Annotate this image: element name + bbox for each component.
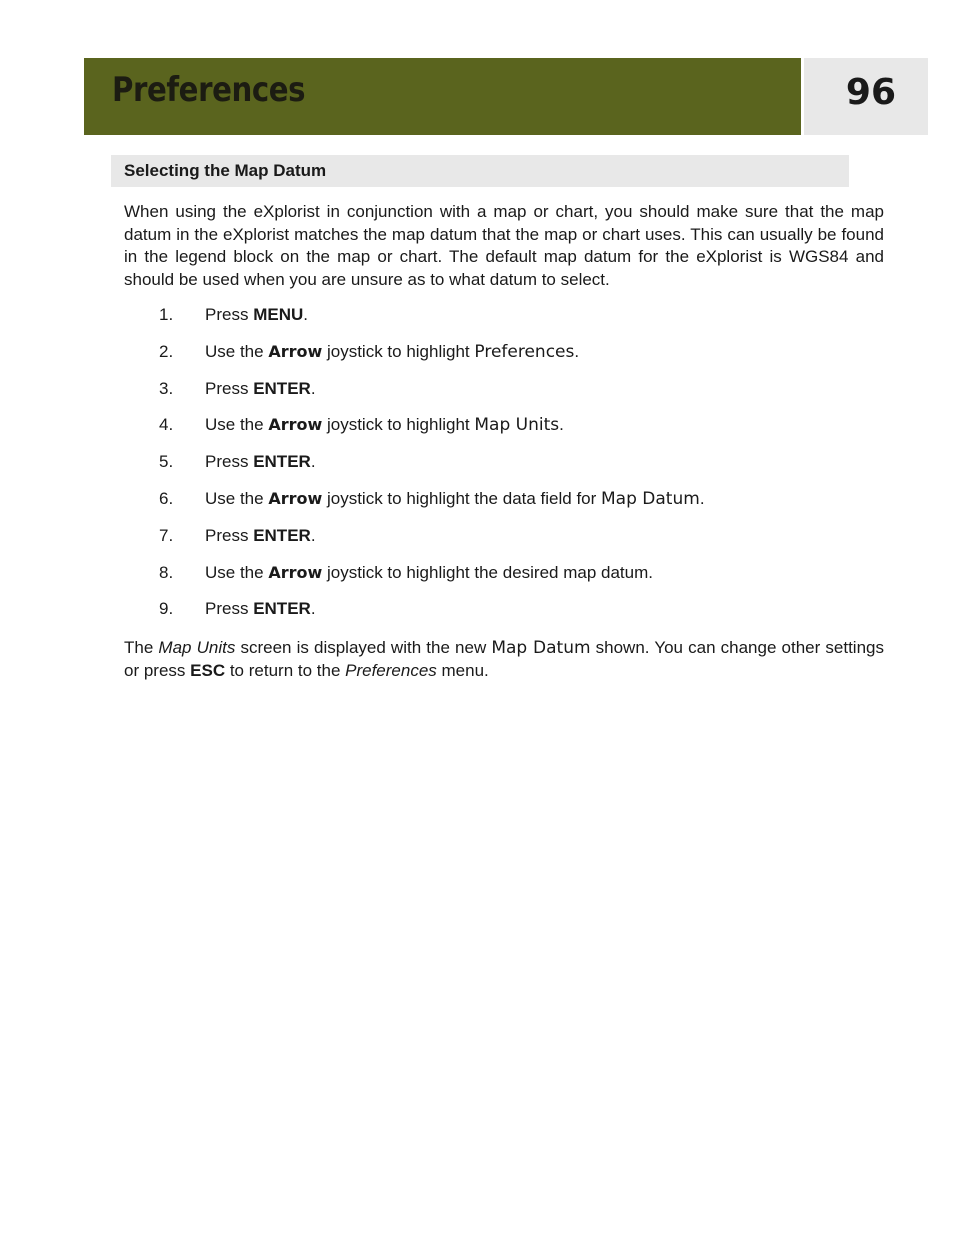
step-item <box>124 598 884 635</box>
step-text-post: . <box>310 599 316 619</box>
step-key: Arrow <box>268 488 323 508</box>
steps-list <box>124 304 884 635</box>
page-number-box <box>804 58 928 135</box>
step-target: Map Units <box>474 415 560 436</box>
step-text-post: . <box>699 488 705 508</box>
step-item <box>124 304 884 341</box>
step-text-mid: joystick to highlight the desired map datum. <box>322 562 653 582</box>
step-text-post: . <box>303 305 308 324</box>
step-text-pre: Press <box>205 452 254 472</box>
intro-paragraph: When using the eXplorist in conjunction with a map or chart, you should make sure that the map datum in the eXplorist matches the map datum that the map or chart uses. This can usually be found in the legend block on the map or chart. The default map datum for the eXplorist is WGS84 and should be used when you are unsure as to what datum to select. <box>124 202 884 289</box>
step-key: ENTER <box>253 378 311 398</box>
step-text-post: . <box>310 525 316 545</box>
closing-text: menu. <box>436 660 489 680</box>
closing-text: shown. You can change other settings or press <box>124 638 884 680</box>
step-text <box>205 414 564 437</box>
section-heading-bar <box>111 155 849 187</box>
step-text <box>205 562 653 585</box>
step-text-mid: joystick to highlight <box>322 341 475 361</box>
step-text-pre: Use the <box>205 341 269 361</box>
step-item <box>124 451 884 488</box>
step-text <box>205 598 316 621</box>
step-text-pre: Press <box>205 305 254 324</box>
step-number: 8. <box>159 562 174 582</box>
step-key: ENTER <box>253 599 311 619</box>
step-text-pre: Use the <box>205 562 269 582</box>
step-text-pre: Use the <box>205 488 269 508</box>
closing-text: screen is displayed with the new <box>235 638 492 658</box>
step-text <box>205 341 579 364</box>
step-key: ENTER <box>253 452 311 472</box>
step-item <box>124 525 884 562</box>
page-number: 96 <box>845 72 896 113</box>
step-item <box>124 378 884 415</box>
step-text-pre: Press <box>205 525 254 545</box>
step-text-mid: joystick to highlight <box>322 415 475 435</box>
step-key: MENU <box>253 305 304 324</box>
step-text-post: . <box>310 452 316 472</box>
menu-name: Preferences <box>345 660 437 680</box>
step-text-mid: joystick to highlight the data field for <box>322 488 602 508</box>
step-item <box>124 562 884 599</box>
step-key: ENTER <box>253 525 311 545</box>
step-number: 4. <box>159 415 174 435</box>
step-number: 1. <box>159 305 174 324</box>
step-item <box>124 488 884 525</box>
step-text <box>205 451 316 474</box>
closing-text: The <box>124 638 159 658</box>
step-text-pre: Use the <box>205 415 269 435</box>
step-text <box>205 488 705 511</box>
step-number: 9. <box>159 599 174 619</box>
header-bar <box>84 58 801 135</box>
esc-key: ESC <box>190 660 226 680</box>
step-number: 2. <box>159 341 174 361</box>
step-text <box>205 525 316 548</box>
step-text-pre: Press <box>205 378 254 398</box>
section-title: Selecting the Map Datum <box>124 161 327 180</box>
step-text-post: . <box>310 378 316 398</box>
step-key: Arrow <box>268 562 323 582</box>
screen-name: Map Units <box>158 638 236 658</box>
field-name: Map Datum <box>491 638 591 659</box>
closing-paragraph <box>124 637 884 682</box>
step-number: 7. <box>159 525 174 545</box>
step-key: Arrow <box>268 341 323 361</box>
content <box>124 201 884 682</box>
page-title: Preferences <box>112 70 306 110</box>
step-number: 6. <box>159 488 174 508</box>
step-item <box>124 414 884 451</box>
step-text <box>205 378 316 401</box>
step-text-post: . <box>559 415 564 435</box>
step-text-post: . <box>574 341 580 361</box>
step-target: Preferences <box>474 341 575 362</box>
step-target: Map Datum <box>601 488 700 509</box>
step-key: Arrow <box>268 415 323 435</box>
step-text <box>205 304 308 327</box>
step-number: 3. <box>159 378 174 398</box>
step-item <box>124 341 884 378</box>
step-number: 5. <box>159 452 174 472</box>
step-text-pre: Press <box>205 599 254 619</box>
closing-text: to return to the <box>225 660 346 680</box>
